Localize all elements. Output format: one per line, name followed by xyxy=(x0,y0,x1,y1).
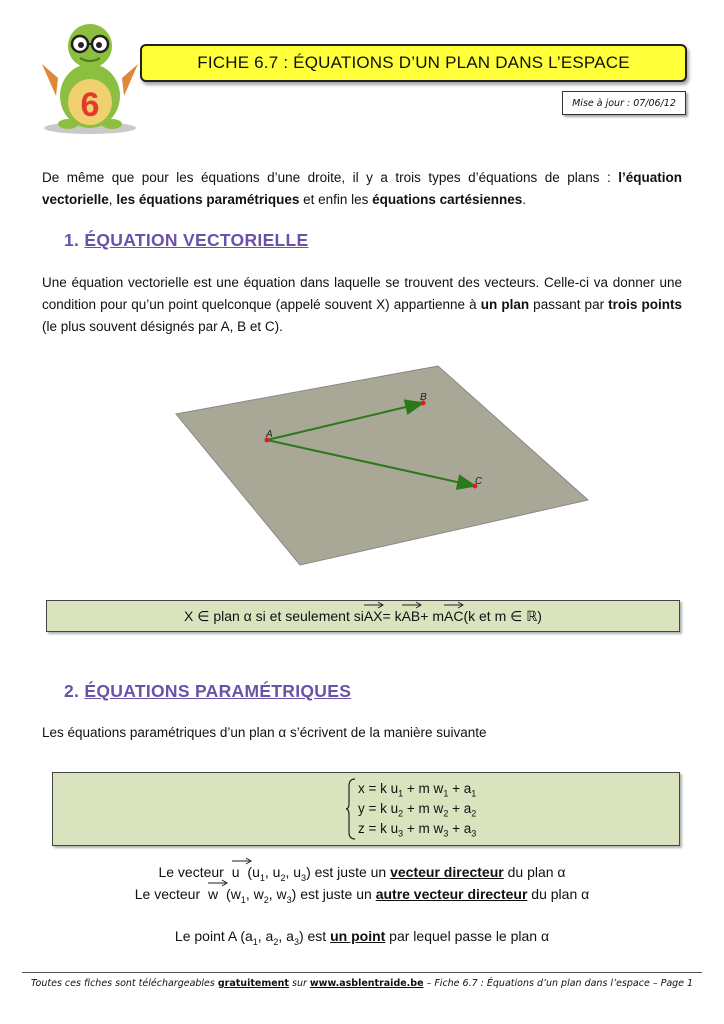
label-c: C xyxy=(475,476,483,487)
section-2-heading: 2. ÉQUATIONS PARAMÉTRIQUES xyxy=(64,681,352,701)
equation-x: x = k $u_1 + m$ $w_1 + a_1$ xyxy=(358,781,477,799)
brace-icon xyxy=(345,778,357,840)
vector-w-symbol: w xyxy=(208,886,218,902)
update-date: Mise à jour : 07/06/12 xyxy=(562,91,686,115)
section-1-paragraph: Une équation vectorielle est une équation dans laquelle se trouvent des vecteurs. Celle-ci va donner une condition pour qu’un point quelconque (appelé souvent X) appartienne à un plan passant par trois points (le plus souvent désignés par A, B et C). xyxy=(42,275,683,334)
vector-u-symbol: u xyxy=(232,864,240,880)
vector-equation-box: X ∈ plan α si et seulement si AX = k AB + m AC (k et m ∈ ℝ) xyxy=(46,600,680,632)
equation-z: z = k $u_3 + m$ $w_3 + a_3$ xyxy=(358,821,477,839)
vector-ac-text: AC xyxy=(444,608,463,624)
page-title: FICHE 6.7 : ÉQUATIONS D’UN PLAN DANS L’ESPACE xyxy=(140,44,687,82)
equation-y: y = k $u_2 + m$ $w_2 + a_2$ xyxy=(358,801,477,819)
footer-free-text: gratuitement xyxy=(217,978,289,989)
vector-ax: AX xyxy=(364,608,383,624)
label-b: B xyxy=(420,392,427,403)
section-2-intro: Les équations paramétriques d’un plan α s’écrivent de la manière suivante xyxy=(42,725,487,740)
mascot-number: 6 xyxy=(80,86,100,124)
plane-figure xyxy=(170,360,600,575)
intro-paragraph: De même que pour les équations d’une droite, il y a trois types d’équations de plans : l’équation vectorielle, les équations paramétriques et enfin les équations cartésiennes. xyxy=(42,170,682,207)
website-link[interactable]: www.asblentraide.be xyxy=(309,978,424,989)
point-a-line: Le point A ($a_1$, $a_2$, $a_3$) est un point par lequel passe le plan α xyxy=(174,928,550,947)
vector-u-line: Le vecteur u ($u_1$, $u_2$, $u_3$) est juste un vecteur directeur du plan α xyxy=(0,864,724,883)
vector-ab-text: AB xyxy=(402,608,421,624)
label-a: A xyxy=(266,429,273,440)
dragon-mascot-logo xyxy=(38,18,142,136)
parametric-system-box xyxy=(52,772,680,846)
footer-divider xyxy=(22,972,702,973)
section-1-heading: 1. ÉQUATION VECTORIELLE xyxy=(64,230,309,250)
footer: Toutes ces fiches sont téléchargeables gratuitement sur www.asblentraide.be – Fiche 6.7 : Équations d’un plan dans l’espace – Page 1 xyxy=(30,978,694,989)
vector-w-line: Le vecteur w ($w_1$, $w_2$, $w_3$) est juste un autre vecteur directeur du plan α xyxy=(0,886,724,905)
